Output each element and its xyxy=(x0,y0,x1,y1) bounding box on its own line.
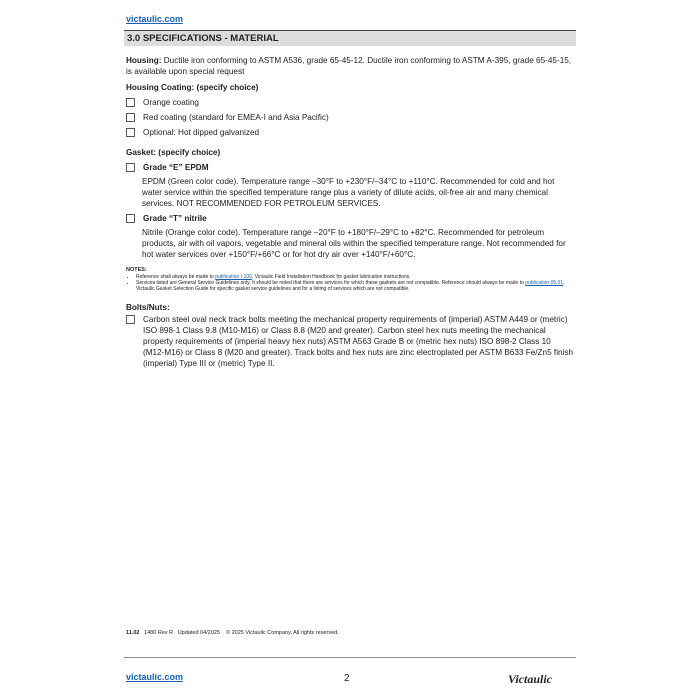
notes-title: NOTES: xyxy=(126,267,147,273)
note-text: Reference shall always be made to xyxy=(136,274,216,280)
option-label: Grade “E” EPDM xyxy=(143,163,209,172)
page-number: 2 xyxy=(344,673,350,684)
note-item xyxy=(136,280,574,292)
spec-content xyxy=(126,55,574,369)
updated-date: Updated 04/2025 xyxy=(177,630,220,636)
site-link-top[interactable]: victaulic.com xyxy=(126,14,184,24)
footer-rule xyxy=(124,657,576,658)
checkbox[interactable] xyxy=(126,214,135,223)
grade-e-description: EPDM (Green color code). Temperature range –30°F to +230°F/–34°C to +110°C. Recommended for cold and hot water service within the specified temperature range plus a variety of dilute acids, oil-free air and many chemical services. NOT RECOMMENDED FOR PETROLEUM SERVICES. xyxy=(142,177,555,208)
footer-info xyxy=(126,630,339,636)
notes-list xyxy=(126,274,574,292)
copyright: © 2025 Victaulic Company. All rights reserved. xyxy=(226,630,339,636)
coating-option-galvanized[interactable] xyxy=(126,127,574,138)
note-text: , Victaulic Field Installation Handbook for gasket lubrication instructions. xyxy=(251,274,411,280)
gasket-option-e[interactable] xyxy=(126,162,574,173)
checkbox[interactable] xyxy=(126,113,135,122)
note-text: Services listed are General Service Guidelines only. It should be noted that there are services for which these gaskets are not compatible. Reference should always be made to xyxy=(136,280,526,286)
grade-t-description: Nitrile (Orange color code). Temperature range –20°F to +180°F/–29°C to +82°C. Recommended for petroleum products, air with oil vapors, vegetable and mineral oils within the specified temperature range. Not recommended for hot water services over +150°F/+66°C or for hot dry air over +140°F/+60°C. xyxy=(142,228,566,259)
section-title-bar xyxy=(124,31,576,46)
site-link-bottom[interactable]: victaulic.com xyxy=(126,672,184,682)
publication-link[interactable]: publication I-100 xyxy=(215,274,252,280)
option-label: Optional: Hot dipped galvanized xyxy=(143,128,260,137)
bolts-text: Carbon steel oval neck track bolts meeting the mechanical property requirements of (imperial) ASTM A449 or (metric) ISO 898-1 Class 9.8 (M10-M16) or Class 8.8 (M20 and greater). Carbon steel hex nuts meeting the mechanical property requirements of (imperial heavy hex nuts) ASTM A563 Grade B or (metric hex nuts) ISO 898-2 Class 10 (M12-M16) or Class 8 (M20 and greater). Track bolts and hex nuts are zinc electroplated per ASTM B633 Fe/Zn5 finish (imperial) Type III or (metric) Type II. xyxy=(143,315,574,368)
checkbox[interactable] xyxy=(126,163,135,172)
option-label: Grade “T” nitrile xyxy=(143,214,207,223)
gasket-heading: Gasket: (specify choice) xyxy=(126,148,221,157)
section-title: 3.0 SPECIFICATIONS - MATERIAL xyxy=(127,33,279,44)
checkbox[interactable] xyxy=(126,128,135,137)
doc-number: 11.02 xyxy=(126,630,140,636)
option-label: Orange coating xyxy=(143,98,199,107)
bolts-option[interactable] xyxy=(126,314,574,369)
checkbox[interactable] xyxy=(126,98,135,107)
option-label: Red coating (standard for EMEA-I and Asia Pacific) xyxy=(143,113,329,122)
publication-link[interactable]: publication 05.01 xyxy=(525,280,564,286)
housing-text: Ductile iron conforming to ASTM A536, grade 65-45-12. Ductile iron conforming to ASTM A-395, grade 65-45-15, is available upon special request xyxy=(126,56,572,76)
bolts-heading: Bolts/Nuts: xyxy=(126,303,170,312)
checkbox[interactable] xyxy=(126,315,135,324)
coating-option-red[interactable] xyxy=(126,112,574,123)
gasket-option-t[interactable] xyxy=(126,213,574,224)
housing-paragraph xyxy=(126,55,574,77)
note-text: , Victaulic Gasket Selection Guide for specific gasket service guidelines and for a listing of services which are not compatible. xyxy=(136,280,565,292)
coating-option-orange[interactable] xyxy=(126,97,574,108)
revision: 1480 Rev R xyxy=(144,630,174,636)
coating-heading: Housing Coating: (specify choice) xyxy=(126,83,259,92)
housing-label: Housing: xyxy=(126,56,162,65)
victaulic-logo: Victaulic xyxy=(508,672,553,686)
